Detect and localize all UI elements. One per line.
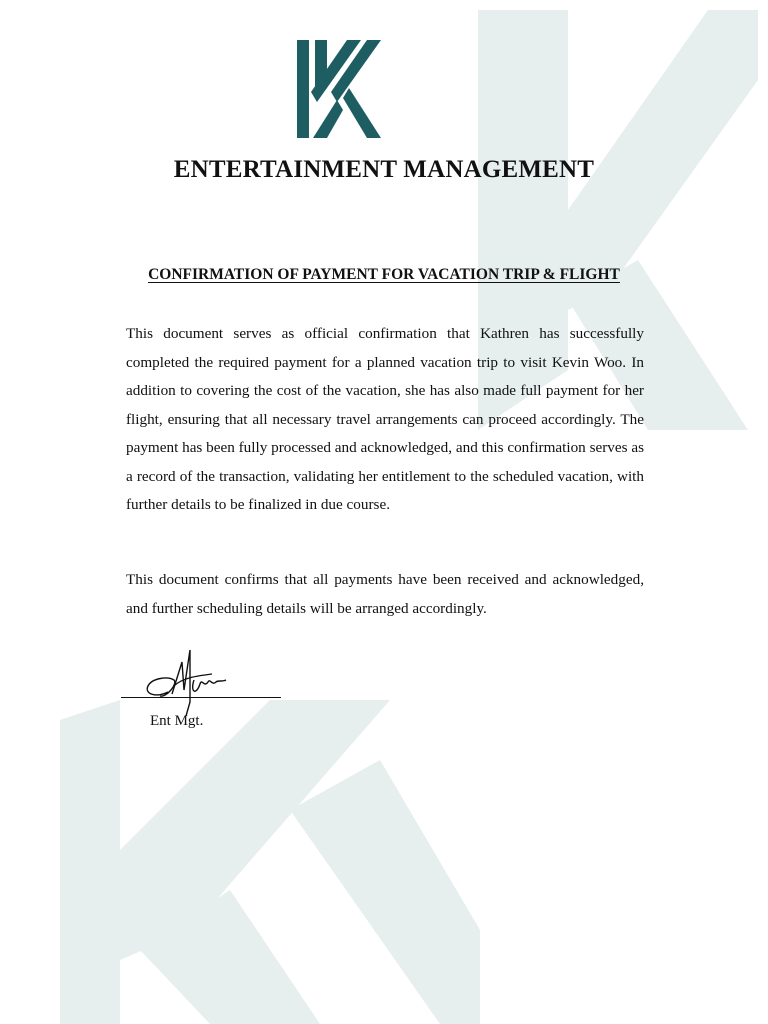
document-subject-text: CONFIRMATION OF PAYMENT FOR VACATION TRIP & FLIGHT (148, 266, 620, 283)
body-paragraph-2: This document confirms that all payments have been received and acknowledged, and further scheduling details will be arranged accordingly. (126, 571, 644, 617)
document-subject (0, 266, 768, 284)
signature-label: Ent Mgt. (150, 713, 204, 729)
watermark-k-bottom (60, 700, 480, 1024)
k-logo-icon (297, 40, 381, 138)
signature-icon (138, 640, 230, 716)
signature-line (121, 697, 281, 698)
body-paragraph-1: This document serves as official confirmation that Kathren has successfully completed the required payment for a planned vacation trip to visit Kevin Woo. In addition to covering the cost of the vacation, she has also made full payment for her flight, ensuring that all necessary travel arrangements can proceed accordingly. The payment has been fully processed and acknowledged, and this confirmation serves as a record of the transaction, validating her entitlement to the scheduled vacation, with further details to be finalized in due course. (126, 325, 644, 513)
company-name: ENTERTAINMENT MANAGEMENT (173, 156, 595, 183)
